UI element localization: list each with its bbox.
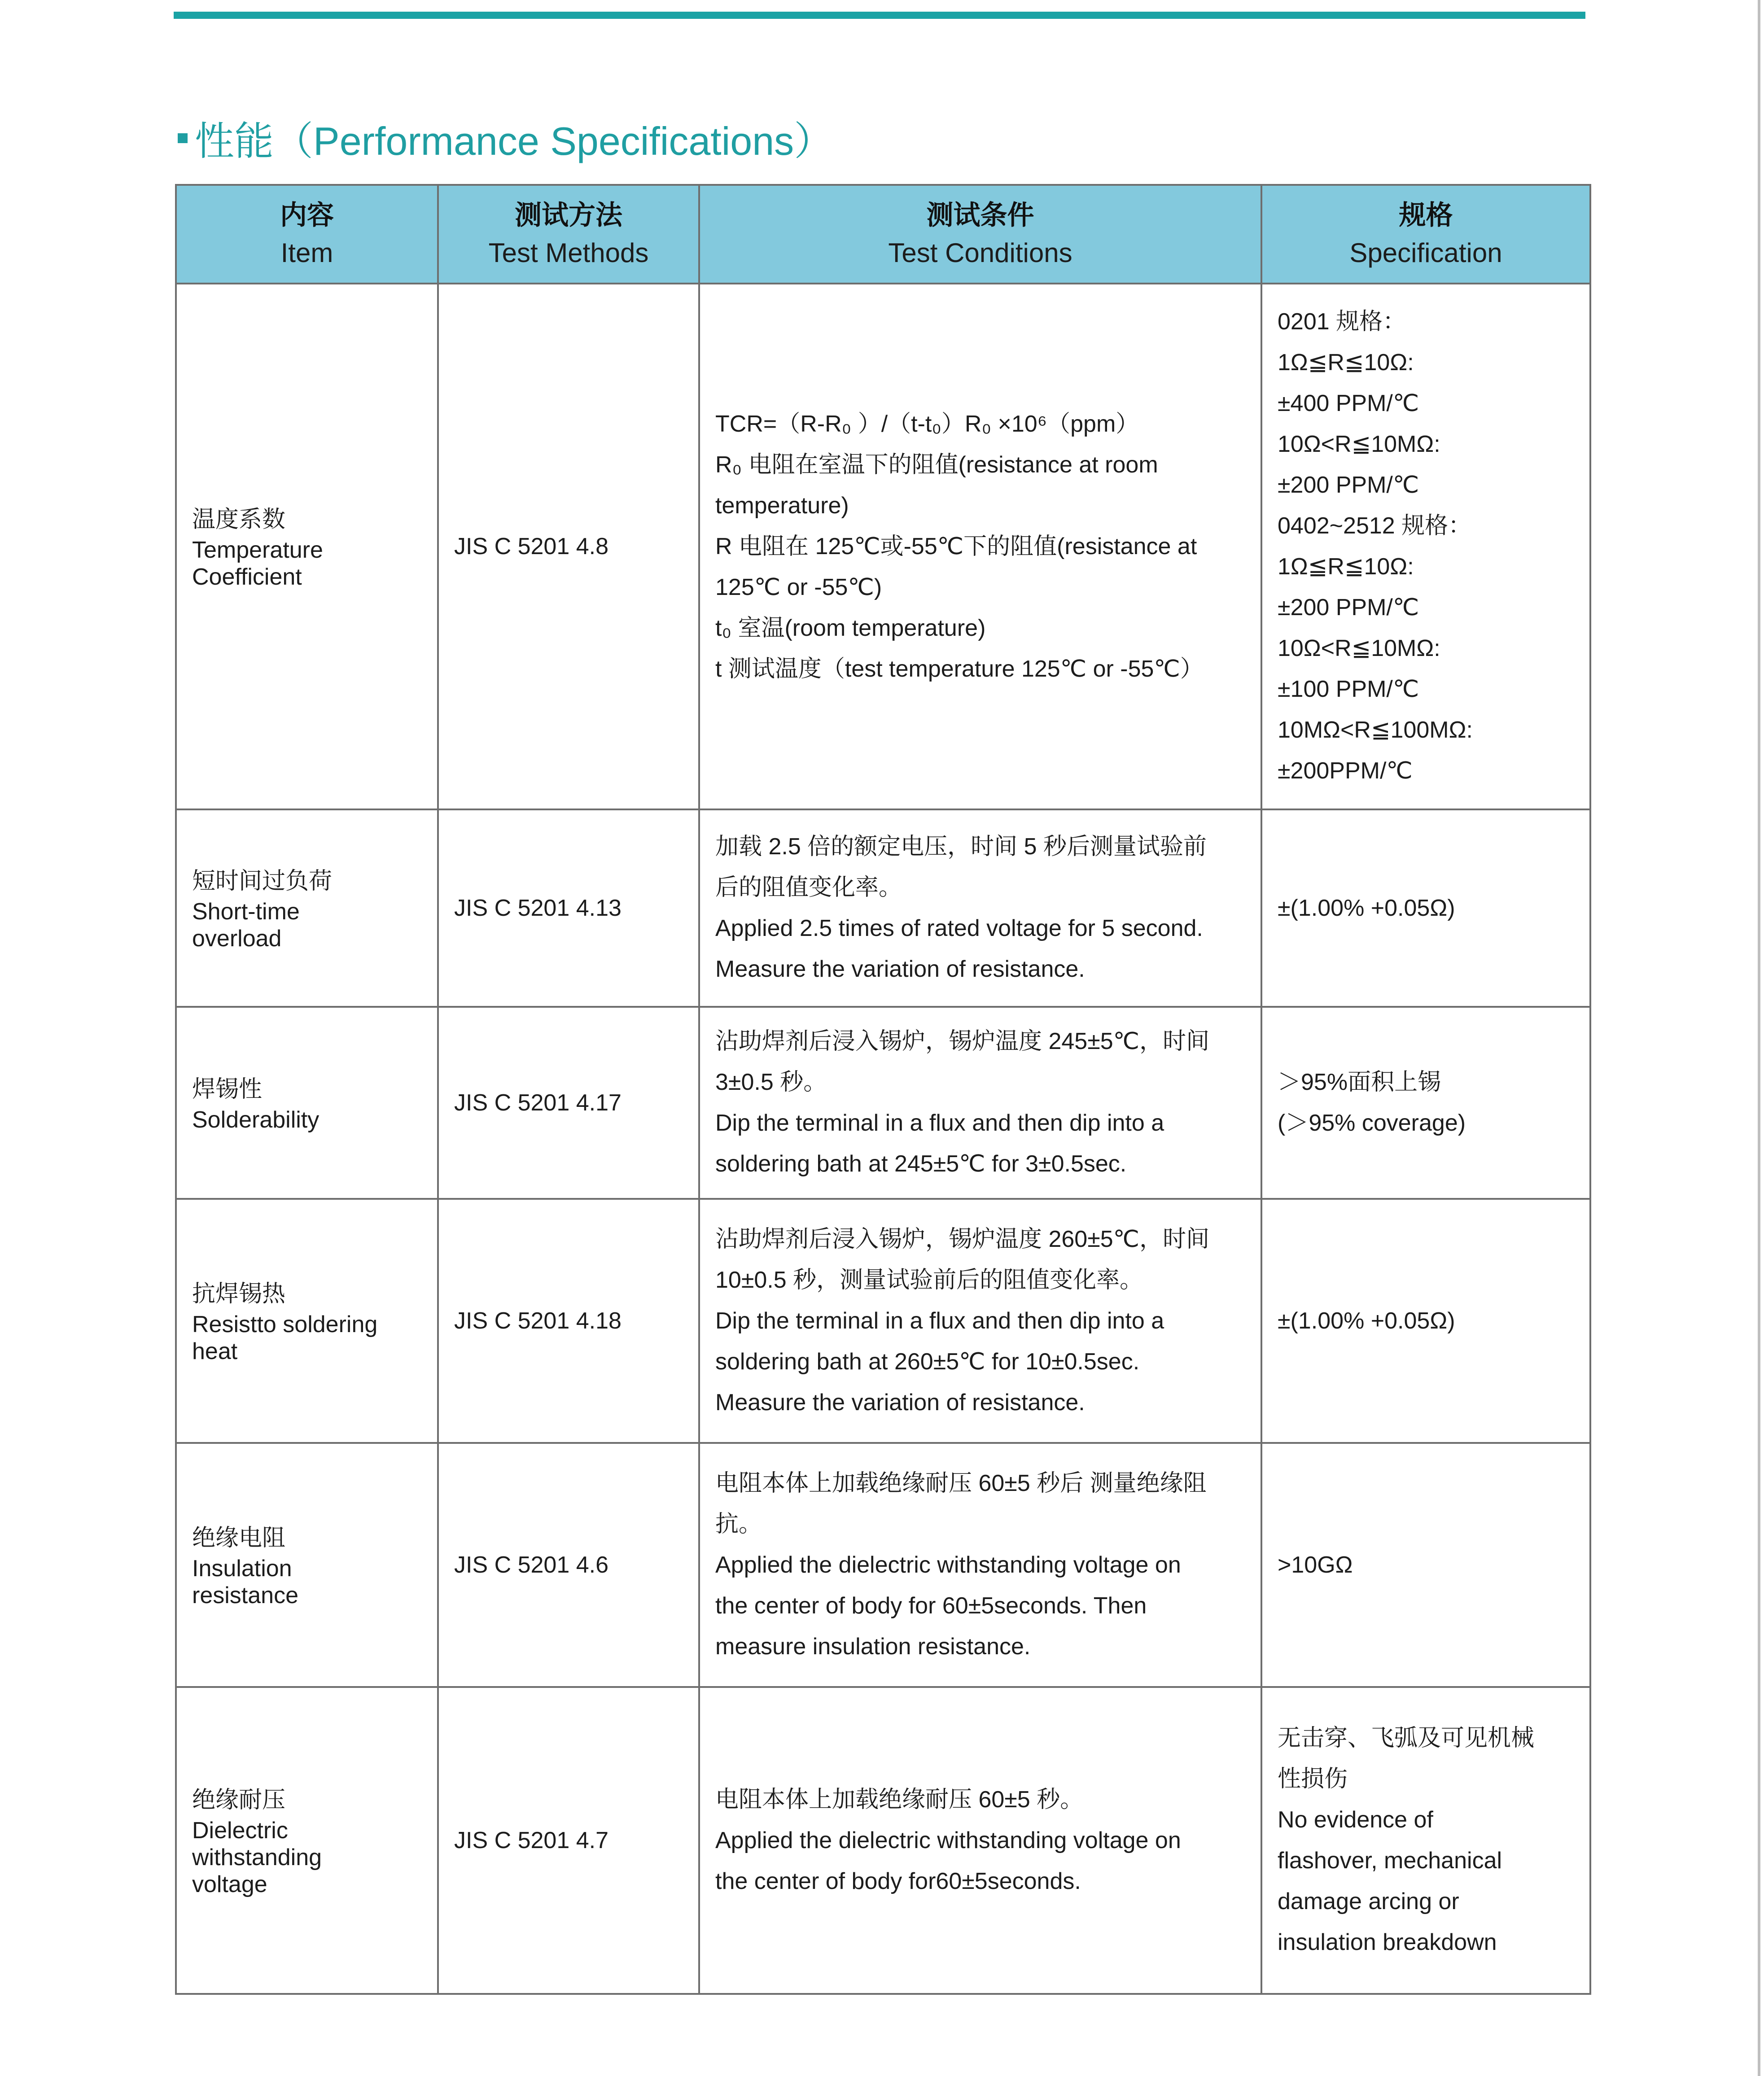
item-cell xyxy=(176,1007,438,1199)
header-test-conditions xyxy=(699,185,1261,284)
condition-line: t 测试温度（test temperature 125℃ or -55℃） xyxy=(715,656,1204,682)
condition-line: 沾助焊剂后浸入锡炉，锡炉温度 245±5℃，时间 xyxy=(715,1028,1210,1054)
spec-cell xyxy=(1261,1007,1590,1199)
condition-line: temperature) xyxy=(715,492,849,519)
item-name-zh: 抗焊锡热 xyxy=(192,1281,286,1307)
item-name-en: Dielectric xyxy=(192,1818,288,1844)
condition-line: measure insulation resistance. xyxy=(715,1633,1031,1660)
spec-line: ±200 PPM/℃ xyxy=(1278,472,1419,498)
condition-line: 沾助焊剂后浸入锡炉，锡炉温度 260±5℃，时间 xyxy=(715,1226,1210,1252)
header-specification xyxy=(1261,185,1590,284)
condition-line: 电阻本体上加载绝缘耐压 60±5 秒。 xyxy=(715,1786,1084,1813)
item-name-zh: 绝缘耐压 xyxy=(192,1787,286,1813)
header-test-methods-zh: 测试方法 xyxy=(515,200,622,230)
condition-line: 抗。 xyxy=(715,1511,762,1537)
spec-line: 性损伤 xyxy=(1278,1766,1348,1792)
header-item-en: Item xyxy=(280,238,333,268)
item-name-en: Temperature xyxy=(192,537,323,563)
spec-line: ±100 PPM/℃ xyxy=(1278,676,1419,702)
condition-line: 电阻本体上加载绝缘耐压 60±5 秒后 测量绝缘阻 xyxy=(715,1470,1207,1496)
condition-line: the center of body for 60±5seconds. Then xyxy=(715,1592,1147,1619)
item-name-en: Solderability xyxy=(192,1107,320,1133)
item-name-en: Resistto soldering xyxy=(192,1311,378,1337)
condition-line: the center of body for60±5seconds. xyxy=(715,1868,1081,1894)
table-row xyxy=(176,1443,1590,1687)
spec-line: ±200PPM/℃ xyxy=(1278,758,1413,784)
item-name-en: heat xyxy=(192,1338,238,1364)
section-title-text: 性能（Performance Specifications） xyxy=(195,119,834,163)
method-cell: JIS C 5201 4.13 xyxy=(438,809,699,1007)
spec-line: ±200 PPM/℃ xyxy=(1278,594,1419,621)
condition-line: 后的阻值变化率。 xyxy=(715,874,902,900)
item-name-en: Short-time xyxy=(192,899,300,925)
item-name-en: resistance xyxy=(192,1582,298,1608)
item-cell xyxy=(176,1199,438,1443)
spec-line: 1Ω≦R≦10Ω: xyxy=(1278,554,1414,580)
condition-line: R₀ 电阻在室温下的阻值(resistance at room xyxy=(715,451,1158,478)
page-edge-rule xyxy=(1758,0,1760,2076)
spec-line: 10Ω<R≦10MΩ: xyxy=(1278,431,1440,457)
item-name-zh: 短时间过负荷 xyxy=(192,868,333,894)
item-name-en: withstanding xyxy=(192,1844,322,1871)
spec-line: insulation breakdown xyxy=(1278,1929,1497,1955)
header-test-methods xyxy=(438,185,699,284)
header-item xyxy=(176,185,438,284)
item-name-zh: 焊锡性 xyxy=(192,1076,263,1102)
spec-line: 10Ω<R≦10MΩ: xyxy=(1278,635,1440,661)
header-specification-en: Specification xyxy=(1349,238,1502,268)
condition-line: t₀ 室温(room temperature) xyxy=(715,615,986,641)
condition-line: Applied 2.5 times of rated voltage for 5 second. xyxy=(715,915,1203,941)
item-cell xyxy=(176,284,438,809)
item-name-en: voltage xyxy=(192,1871,267,1897)
condition-line: soldering bath at 260±5℃ for 10±0.5sec. xyxy=(715,1348,1140,1375)
spec-line: 10MΩ<R≦100MΩ: xyxy=(1278,717,1473,743)
condition-line: R 电阻在 125℃或-55℃下的阻值(resistance at xyxy=(715,533,1197,559)
spec-line: ±(1.00% +0.05Ω) xyxy=(1278,895,1455,921)
section-title xyxy=(178,111,833,165)
method-cell: JIS C 5201 4.8 xyxy=(438,284,699,809)
item-name-zh: 温度系数 xyxy=(192,507,286,533)
condition-line: Dip the terminal in a flux and then dip into a xyxy=(715,1110,1164,1136)
condition-line: 3±0.5 秒。 xyxy=(715,1069,827,1095)
table-row xyxy=(176,1007,1590,1199)
spec-cell xyxy=(1261,284,1590,809)
method-cell: JIS C 5201 4.18 xyxy=(438,1199,699,1443)
header-test-conditions-zh: 测试条件 xyxy=(926,200,1034,230)
method-cell: JIS C 5201 4.6 xyxy=(438,1443,699,1687)
conditions-cell xyxy=(699,1007,1261,1199)
table-row xyxy=(176,1199,1590,1443)
spec-line: ±400 PPM/℃ xyxy=(1278,390,1419,416)
square-bullet-icon xyxy=(178,133,188,143)
conditions-cell xyxy=(699,809,1261,1007)
condition-line: Applied the dielectric withstanding voltage on xyxy=(715,1552,1181,1578)
item-name-en: Insulation xyxy=(192,1556,292,1582)
spec-line: flashover, mechanical xyxy=(1278,1848,1502,1874)
spec-line: 0402~2512 规格： xyxy=(1278,513,1472,539)
table-row xyxy=(176,284,1590,809)
performance-spec-table xyxy=(175,184,1591,1995)
table-row xyxy=(176,1687,1590,1994)
method-cell: JIS C 5201 4.17 xyxy=(438,1007,699,1199)
spec-cell xyxy=(1261,1687,1590,1994)
condition-line: Dip the terminal in a flux and then dip into a xyxy=(715,1307,1164,1334)
condition-line: TCR=（R-R₀ ）/（t-t₀）R₀ ×10⁶（ppm） xyxy=(715,411,1139,437)
conditions-cell xyxy=(699,1443,1261,1687)
spec-line: >10GΩ xyxy=(1278,1552,1353,1578)
item-name-en: overload xyxy=(192,926,282,952)
spec-line: (＞95% coverage) xyxy=(1278,1110,1466,1136)
spec-cell xyxy=(1261,1443,1590,1687)
spec-line: 0201 规格： xyxy=(1278,309,1406,335)
spec-cell xyxy=(1261,809,1590,1007)
header-test-conditions-en: Test Conditions xyxy=(888,238,1072,268)
condition-line: Measure the variation of resistance. xyxy=(715,956,1085,982)
condition-line: 加载 2.5 倍的额定电压，时间 5 秒后测量试验前 xyxy=(715,834,1207,860)
item-name-en: Coefficient xyxy=(192,564,302,590)
spec-line: No evidence of xyxy=(1278,1807,1433,1833)
spec-line: damage arcing or xyxy=(1278,1888,1459,1914)
spec-line: 无击穿、飞弧及可见机械 xyxy=(1278,1725,1535,1751)
header-item-zh: 内容 xyxy=(280,200,334,230)
top-accent-rule xyxy=(174,12,1585,19)
item-cell xyxy=(176,1443,438,1687)
condition-line: 10±0.5 秒，测量试验前后的阻值变化率。 xyxy=(715,1267,1143,1293)
spec-line: ±(1.00% +0.05Ω) xyxy=(1278,1307,1455,1334)
table-header-row xyxy=(176,185,1590,284)
header-test-methods-en: Test Methods xyxy=(488,238,649,268)
item-name-zh: 绝缘电阻 xyxy=(192,1525,286,1551)
item-cell xyxy=(176,809,438,1007)
conditions-cell xyxy=(699,1199,1261,1443)
spec-line: ＞95%面积上锡 xyxy=(1278,1069,1441,1095)
spec-cell xyxy=(1261,1199,1590,1443)
condition-line: Applied the dielectric withstanding voltage on xyxy=(715,1827,1181,1853)
conditions-cell xyxy=(699,284,1261,809)
spec-line: 1Ω≦R≦10Ω: xyxy=(1278,350,1414,376)
item-cell xyxy=(176,1687,438,1994)
conditions-cell xyxy=(699,1687,1261,1994)
condition-line: Measure the variation of resistance. xyxy=(715,1389,1085,1416)
method-cell: JIS C 5201 4.7 xyxy=(438,1687,699,1994)
table-row xyxy=(176,809,1590,1007)
condition-line: soldering bath at 245±5℃ for 3±0.5sec. xyxy=(715,1151,1127,1177)
header-specification-zh: 规格 xyxy=(1399,200,1453,230)
condition-line: 125℃ or -55℃) xyxy=(715,574,882,600)
